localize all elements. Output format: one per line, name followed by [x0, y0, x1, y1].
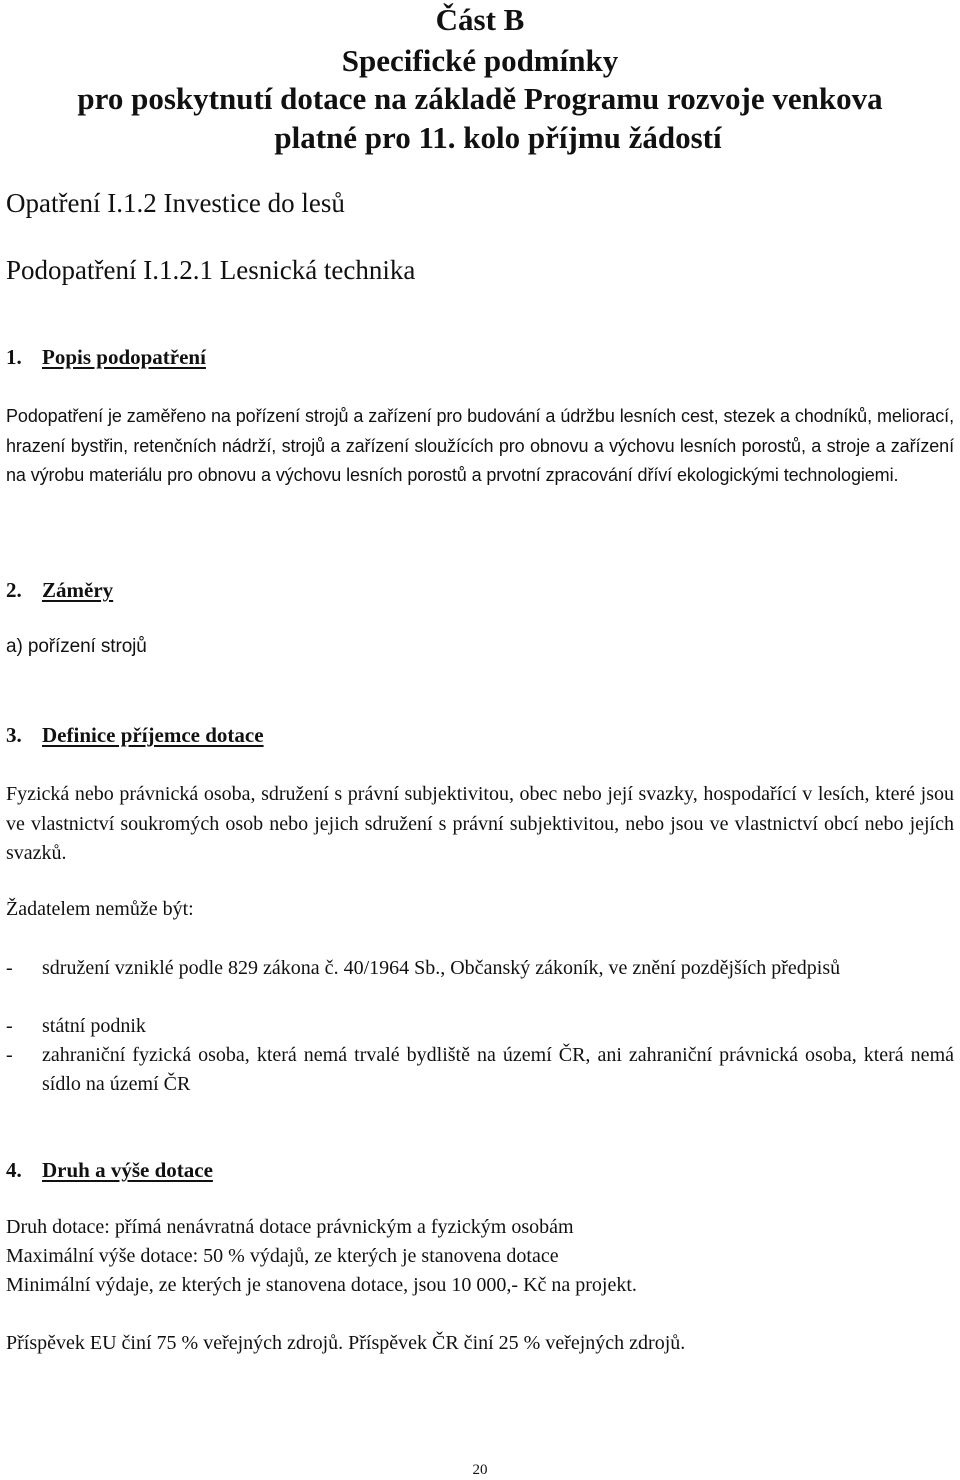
section-number: 4.	[6, 1158, 22, 1182]
submeasure-heading: Podopatření I.1.2.1 Lesnická technika	[6, 255, 416, 285]
subsidy-max: Maximální výše dotace: 50 % výdajů, ze kterých je stanovena dotace	[6, 1245, 559, 1267]
section-title: Záměry	[42, 578, 114, 602]
contribution-text: Příspěvek EU činí 75 % veřejných zdrojů. Příspěvek ČR činí 25 % veřejných zdrojů.	[6, 1332, 686, 1354]
section-number: 1.	[6, 345, 22, 369]
exclusion-text: státní podnik	[42, 1015, 146, 1037]
section-number: 2.	[6, 578, 22, 602]
exclusion-text: zahraniční fyzická osoba, která nemá trvalé bydliště na území ČR, ani zahraniční právnická osoba, která nemá sídlo na území ČR	[42, 1044, 954, 1095]
section-title: Popis podopatření	[42, 345, 206, 369]
list-dash: -	[6, 957, 13, 979]
round-title: platné pro 11. kolo příjmu žádostí	[274, 120, 722, 155]
section-1-heading	[6, 345, 206, 370]
exclusion-intro: Žadatelem nemůže být:	[6, 898, 194, 920]
page-number: 20	[472, 1462, 488, 1478]
section-1-text: Podopatření je zaměřeno na pořízení strojů a zařízení pro budování a údržbu lesních cest, stezek a chodníků, meliorací, hrazení bystřin, retenčních nádrží, strojů a zařízení sloužících pro obnovu a výchovu lesních porostů, a stroje a zařízení na výrobu materiálu pro obnovu a výchovu lesních porostů a prvotní zpracování dříví ekologickými technologiemi.	[6, 406, 954, 485]
section-title: Definice příjemce dotace	[42, 723, 264, 747]
list-dash: -	[6, 1015, 13, 1037]
section-3-heading	[6, 723, 264, 748]
section-3-text: Fyzická nebo právnická osoba, sdružení s právní subjektivitou, obec nebo její svazky, hospodařící v lesích, které jsou ve vlastnictví soukromých osob nebo jejich sdružení s právní subjektivitou, nebo jsou ve vlastnictví obcí nebo jejích svazků.	[6, 783, 954, 864]
subsidy-type: Druh dotace: přímá nenávratná dotace právnickým a fyzickým osobám	[6, 1216, 574, 1238]
section-number: 3.	[6, 723, 22, 747]
section-4-heading	[6, 1158, 213, 1183]
measure-heading: Opatření I.1.2 Investice do lesů	[6, 188, 345, 218]
section-2-heading	[6, 578, 113, 603]
exclusion-text: sdružení vzniklé podle 829 zákona č. 40/1964 Sb., Občanský zákoník, ve znění pozdějších předpisů	[42, 957, 841, 979]
part-title: Část B	[435, 2, 525, 37]
exclusion-item	[6, 1041, 954, 1099]
program-title: pro poskytnutí dotace na základě Programu rozvoje venkova	[77, 81, 883, 116]
list-dash: -	[6, 1044, 13, 1066]
section-title: Druh a výše dotace	[42, 1158, 213, 1182]
subsidy-min: Minimální výdaje, ze kterých je stanovena dotace, jsou 10 000,- Kč na projekt.	[6, 1274, 637, 1296]
exclusion-item	[6, 954, 954, 983]
conditions-title: Specifické podmínky	[341, 43, 619, 78]
exclusion-item	[6, 1012, 954, 1041]
intent-item: a) pořízení strojů	[6, 636, 147, 657]
